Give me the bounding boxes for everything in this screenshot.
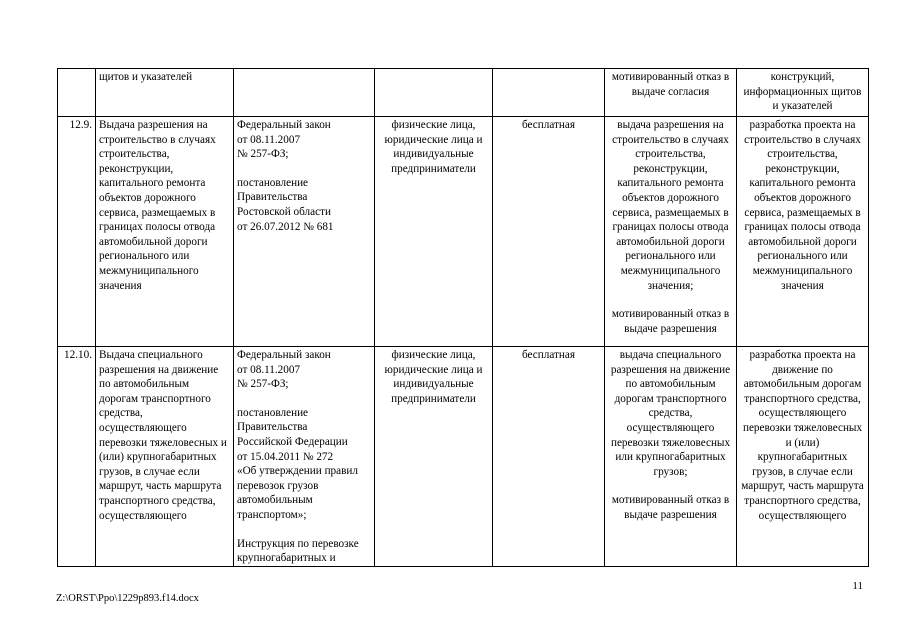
applicants (375, 69, 493, 117)
fee (493, 117, 605, 347)
row-number (58, 69, 96, 117)
service-result-paragraph: мотивированный отказ в выдаче разрешения (611, 308, 730, 335)
services-table (57, 68, 869, 567)
fee-text: бесплатная (522, 349, 575, 361)
fee-text: бесплатная (522, 119, 575, 131)
required-documents (737, 69, 869, 117)
legal-basis-paragraph: постановление Правительства Ростовской области от 26.07.2012 № 681 (237, 176, 334, 233)
required-documents-text: разработка проекта на движение по автомобильным дорогам транспортного средства, осуществляющего перевозки тяжеловесных и (или) крупногабаритных грузов, в случае если маршрут, часть маршрута транспортного средства, осуществляющего (741, 349, 864, 522)
applicants (375, 347, 493, 567)
service-result (605, 69, 737, 117)
required-documents (737, 117, 869, 347)
service-result (605, 347, 737, 567)
applicants-text: физические лица, юридические лица и индивидуальные предприниматели (384, 349, 483, 405)
legal-basis (234, 69, 375, 117)
table-row (58, 117, 869, 347)
service-result-paragraph: мотивированный отказ в выдаче согласия (611, 71, 730, 98)
service-result-paragraph: выдача специального разрешения на движение по автомобильным дорогам транспортного средства, осуществляющего перевозки тяжеловесных или крупногабаритных грузов; (610, 349, 731, 478)
required-documents (737, 347, 869, 567)
service-name (96, 347, 234, 567)
required-documents-text: конструкций, информационных щитов и указателей (743, 71, 862, 113)
applicants-text: физические лица, юридические лица и индивидуальные предприниматели (384, 119, 483, 175)
required-documents-text: разработка проекта на строительство в случаях строительства, реконструкции, капитального ремонта объектов дорожного сервиса, размещаемых в границах полосы отвода автомобильной дороги регионального или межмуниципального значения (744, 119, 861, 292)
legal-basis-paragraph: Федеральный закон от 08.11.2007 № 257-ФЗ; (237, 349, 331, 391)
applicants (375, 117, 493, 347)
row-number-text: 12.10. (64, 349, 92, 361)
service-name-text: щитов и указателей (99, 71, 193, 83)
legal-basis-paragraph: постановление Правительства Российской Федерации от 15.04.2011 № 272 «Об утверждении правил перевозок грузов автомобильным транспортом»; (237, 406, 358, 521)
fee (493, 69, 605, 117)
table-row (58, 347, 869, 567)
service-name (96, 69, 234, 117)
legal-basis (234, 117, 375, 347)
row-number (58, 117, 96, 347)
legal-basis-paragraph: Федеральный закон от 08.11.2007 № 257-ФЗ; (237, 119, 331, 161)
fee (493, 347, 605, 567)
legal-basis-paragraph: Инструкция по перевозке крупногабаритных и (237, 537, 359, 565)
service-result-paragraph: мотивированный отказ в выдаче разрешения (611, 494, 730, 521)
page-number: 11 (852, 580, 863, 592)
service-name-text: Выдача разрешения на строительство в случаях строительства, реконструкции, капитального ремонта объектов дорожного сервиса, размещаемых в границах полосы отвода автомобильной дороги регионального или межмуниципального значения (99, 119, 216, 292)
service-name-text: Выдача специального разрешения на движение по автомобильным дорогам транспортного средства, осуществляющего перевозки тяжеловесных и (или) крупногабаритных грузов, в случае если маршрут, часть маршрута транспортного средства, осуществляющего (99, 349, 227, 522)
row-number (58, 347, 96, 567)
service-result-paragraph: выдача разрешения на строительство в случаях строительства, реконструкции, капитального ремонта объектов дорожного сервиса, размещаемых в границах полосы отвода автомобильной дороги регионального или межмуниципального значения; (612, 119, 729, 292)
file-path-footer: Z:\ORST\Ppo\1229p893.f14.docx (56, 593, 199, 604)
service-result (605, 117, 737, 347)
row-number-text: 12.9. (69, 119, 92, 131)
table-row (58, 69, 869, 117)
legal-basis (234, 347, 375, 567)
service-name (96, 117, 234, 347)
